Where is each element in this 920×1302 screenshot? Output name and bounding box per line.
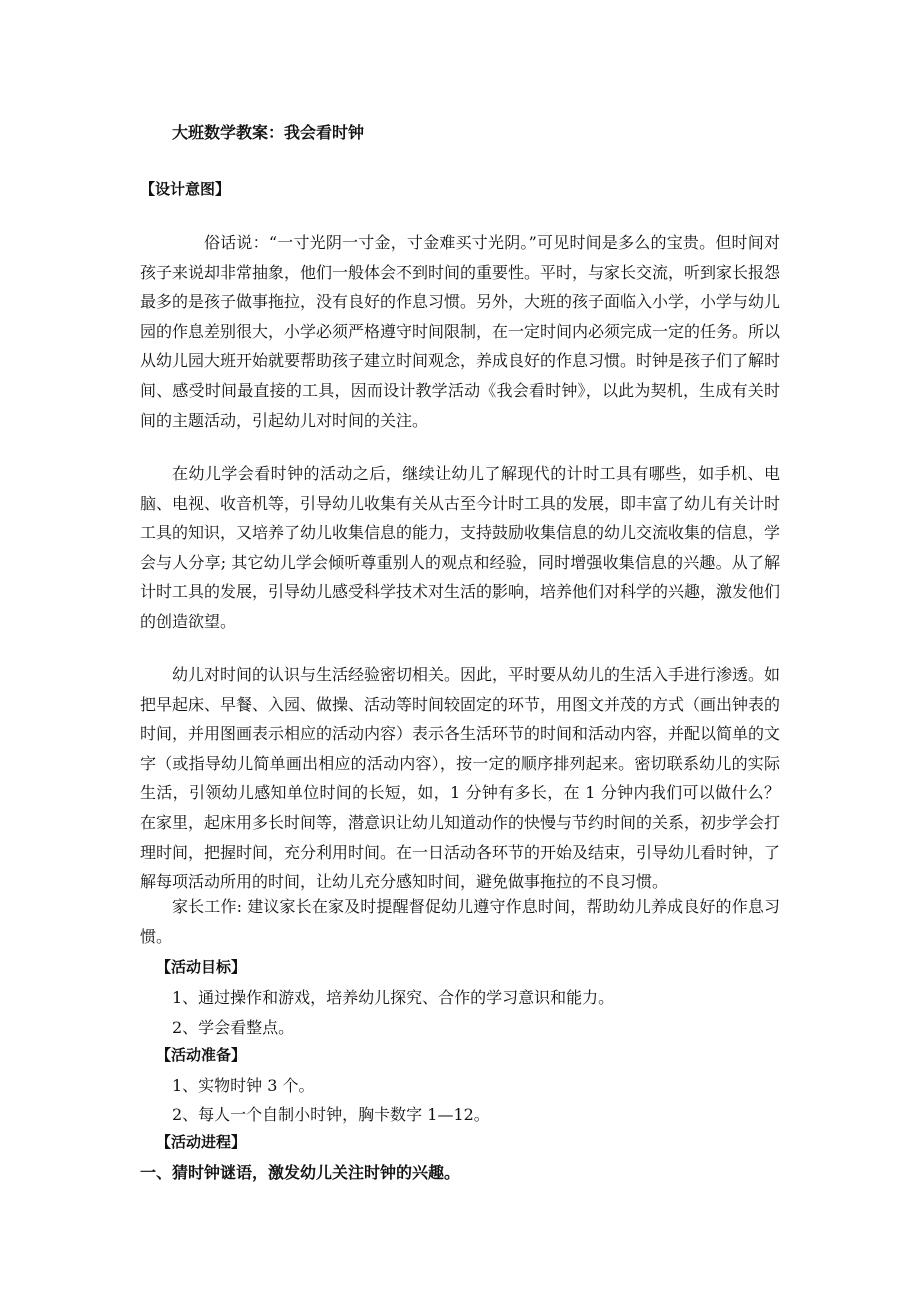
goal-item: 2、学会看整点。 <box>172 1018 295 1037</box>
prep-item: 1、实物时钟 3 个。 <box>172 1076 315 1095</box>
design-intent-paragraph-1: 俗话说：“一寸光阴一寸金，寸金难买寸光阴。”可见时间是多么的宝贵。但时间对孩子来说却非常抽象，他们一般体会不到时间的重要性。平时，与家长交流，听到家长报怨最多的是孩子做事拖拉，没有良好的作息习惯。另外，大班的孩子面临入小学，小学与幼儿园的作息差别很大，小学必须严格遵守时间限制，在一定时间内必须完成一定的任务。所以从幼儿园大班开始就要帮助孩子建立时间观念，养成良好的作息习惯。时钟是孩子们了解时间、感受时间最直接的工具，因而设计教学活动《我会看时钟》，以此为契机，生成有关时间的主题活动，引起幼儿对时间的关注。 <box>140 233 781 430</box>
goals-heading: 【活动目标】 <box>156 958 247 976</box>
parent-work-paragraph: 家长工作: 建议家长在家及时提醒督促幼儿遵守作息时间，帮助幼儿养成良好的作息习惯。 <box>140 897 780 946</box>
design-intent-heading: 【设计意图】 <box>140 180 231 198</box>
prep-heading: 【活动准备】 <box>156 1046 247 1064</box>
design-intent-paragraph-2: 在幼儿学会看时钟的活动之后，继续让幼儿了解现代的计时工具有哪些，如手机、电脑、电视、收音机等，引导幼儿收集有关从古至今计时工具的发展，即丰富了幼儿有关计时工具的知识，又培养了幼儿收集信息的能力，支持鼓励收集信息的幼儿交流收集的信息，学会与人分享; 其它幼儿学会倾听尊重别人的观点和经验，同时增强收集信息的兴趣。从了解计时工具的发展，引导幼儿感受科学技术对生活的影响，培养他们对科学的兴趣，激发他们的创造欲望。 <box>140 464 781 631</box>
design-intent-paragraph-3: 幼儿对时间的认识与生活经验密切相关。因此，平时要从幼儿的生活入手进行渗透。如把早起床、早餐、入园、做操、活动等时间较固定的环节，用图文并茂的方式（画出钟表的时间，并用图画表示相应的活动内容）表示各生活环节的时间和活动内容，并配以简单的文字（或指导幼儿简单画出相应的活动内容），按一定的顺序排列起来。密切联系幼儿的实际生活，引领幼儿感知单位时间的长短，如，1 分钟有多长，在 1 分钟内我们可以做什么？在家里，起床用多长时间等，潜意识让幼儿知道动作的快慢与节约时间的关系，初步学会打理时间，把握时间，充分利用时间。在一日活动各环节的开始及结束，引导幼儿看时钟，了解每项活动所用的时间，让幼儿充分感知时间，避免做事拖拉的不良习惯。 <box>140 665 781 892</box>
process-heading: 【活动进程】 <box>156 1133 247 1151</box>
goal-item: 1、通过操作和游戏，培养幼儿探究、合作的学习意识和能力。 <box>172 988 615 1007</box>
document-title: 大班数学教案：我会看时钟 <box>172 123 365 142</box>
prep-item: 2、每人一个自制小时钟，胸卡数字 1—12。 <box>172 1105 490 1124</box>
process-step-1: 一、猜时钟谜语，激发幼儿关注时钟的兴趣。 <box>140 1163 461 1182</box>
